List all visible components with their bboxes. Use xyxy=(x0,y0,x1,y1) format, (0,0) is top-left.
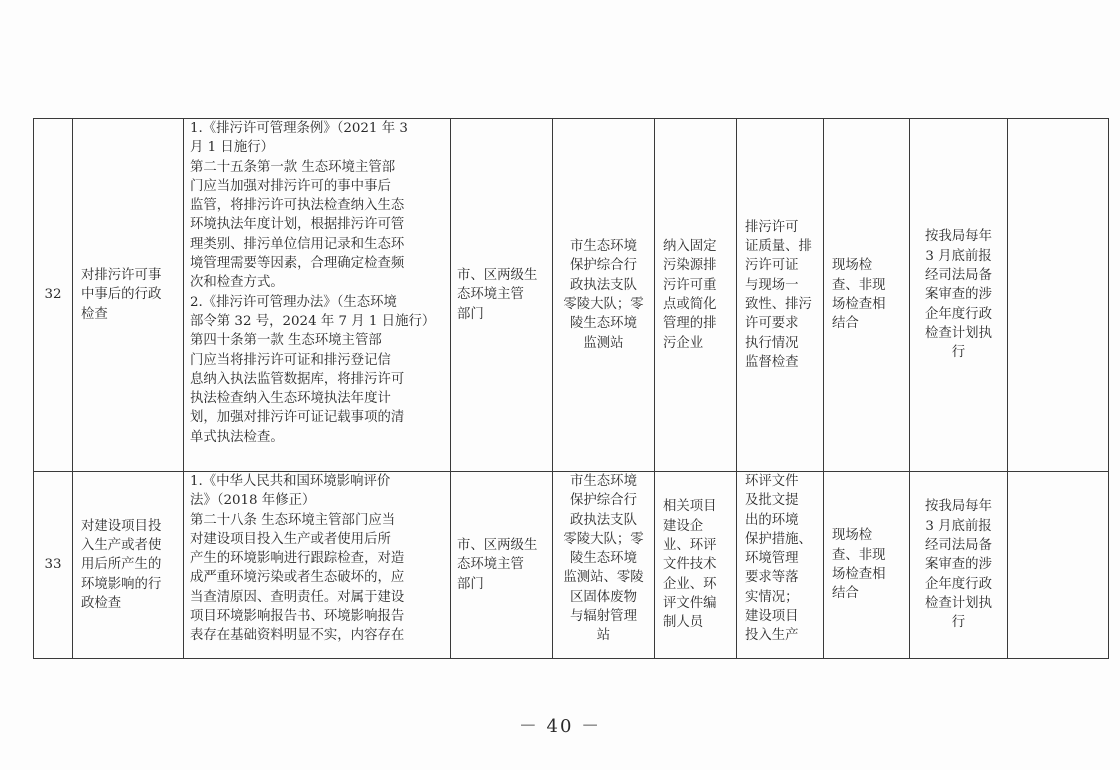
inspection-frequency: 按我局每年 3 月底前报 经司法局备 案审查的涉 企年度行政 检查计划执 行 xyxy=(925,499,992,631)
legal-basis-cell xyxy=(184,472,451,659)
department-cell xyxy=(451,119,553,472)
inspection-method-cell xyxy=(824,119,910,472)
inspection-table xyxy=(33,118,1109,659)
executor: 市生态环境 保护综合行 政执法支队 零陵大队；零 陵生态环境 监测站、零陵 区固体废物 与辐射管理 站 xyxy=(563,474,644,644)
inspection-content: 排污许可 证质量、排 污许可证 与现场一 致性、排污 许可要求 执行情况 监督检查 xyxy=(745,219,812,370)
executor-cell xyxy=(553,119,655,472)
row-number-cell xyxy=(34,472,73,659)
inspection-method: 现场检 查、非现 场检查相 结合 xyxy=(832,258,886,332)
department-cell xyxy=(451,472,553,659)
inspection-object-cell xyxy=(655,119,737,472)
remark-cell xyxy=(1008,472,1109,659)
item-name-cell xyxy=(73,472,184,659)
executor-cell xyxy=(553,472,655,659)
inspection-object: 相关项目 建设企 业、环评 文件技术 企业、环 评文件编 制人员 xyxy=(663,499,717,631)
legal-basis: 1.《排污许可管理条例》（2021 年 3 月 1 日施行） 第二十五条第一款 生态环境主管部 门应当加强对排污许可的事中事后 监管，将排污许可执法检查纳入生态 环境执法年度计划，根据排污许可管 理类别、排污单位信用记录和生态环 境管理需要等因素，合理确定检查频 次和检查方式。 2.《排污许可管理办法》（生态环境 部令第 32 号，2024 年 7 月 1 日施行） 第四十条第一款 生态环境主管部 门应当将排污许可证和排污登记信 息纳入执法监管数据库，将排污许可 执法检查纳入生态环境执法年度计 划，加强对排污许可证记载事项的清 单式执法检查。 xyxy=(190,121,436,445)
inspection-content-cell xyxy=(737,472,824,659)
inspection-frequency-cell xyxy=(910,472,1008,659)
inspection-object: 纳入固定 污染源排 污许可重 点或简化 管理的排 污企业 xyxy=(663,239,717,351)
legal-basis-cell xyxy=(184,119,451,472)
inspection-content-cell xyxy=(737,119,824,472)
row-number: 32 xyxy=(44,287,62,303)
inspection-method-cell xyxy=(824,472,910,659)
row-number-cell xyxy=(34,119,73,472)
legal-basis: 1.《中华人民共和国环境影响评价 法》（2018 年修正） 第二十八条 生态环境主管部门应当 对建设项目投入生产或者使用后所 产生的环境影响进行跟踪检查，对造 成严重环境污染或者生态破坏的，应 当查清原因、查明责任。对属于建设 项目环境影响报告书、环境影响报告 表存在基础资料明显不实，内容存在 xyxy=(190,474,405,644)
table-row xyxy=(34,119,1109,472)
executor: 市生态环境 保护综合行 政执法支队 零陵大队；零 陵生态环境 监测站 xyxy=(563,239,644,351)
department: 市、区两级生 态环境主管 部门 xyxy=(457,268,538,322)
inspection-frequency: 按我局每年 3 月底前报 经司法局备 案审查的涉 企年度行政 检查计划执 行 xyxy=(925,229,992,361)
page-number: － 40 － xyxy=(518,716,602,737)
remark-cell xyxy=(1008,119,1109,472)
inspection-content: 环评文件 及批文提 出的环境 保护措施、 环境管理 要求等落 实情况； 建设项目 投入生产 xyxy=(745,474,812,644)
row-number: 33 xyxy=(44,557,62,573)
department: 市、区两级生 态环境主管 部门 xyxy=(457,538,538,592)
table-row xyxy=(34,472,1109,659)
inspection-frequency-cell xyxy=(910,119,1008,472)
inspection-method: 现场检 查、非现 场检查相 结合 xyxy=(832,528,886,602)
inspection-object-cell xyxy=(655,472,737,659)
item-name-cell xyxy=(73,119,184,472)
item-name: 对排污许可事 中事后的行政 检查 xyxy=(81,268,162,322)
item-name: 对建设项目投 入生产或者使 用后所产生的 环境影响的行 政检查 xyxy=(81,518,162,611)
